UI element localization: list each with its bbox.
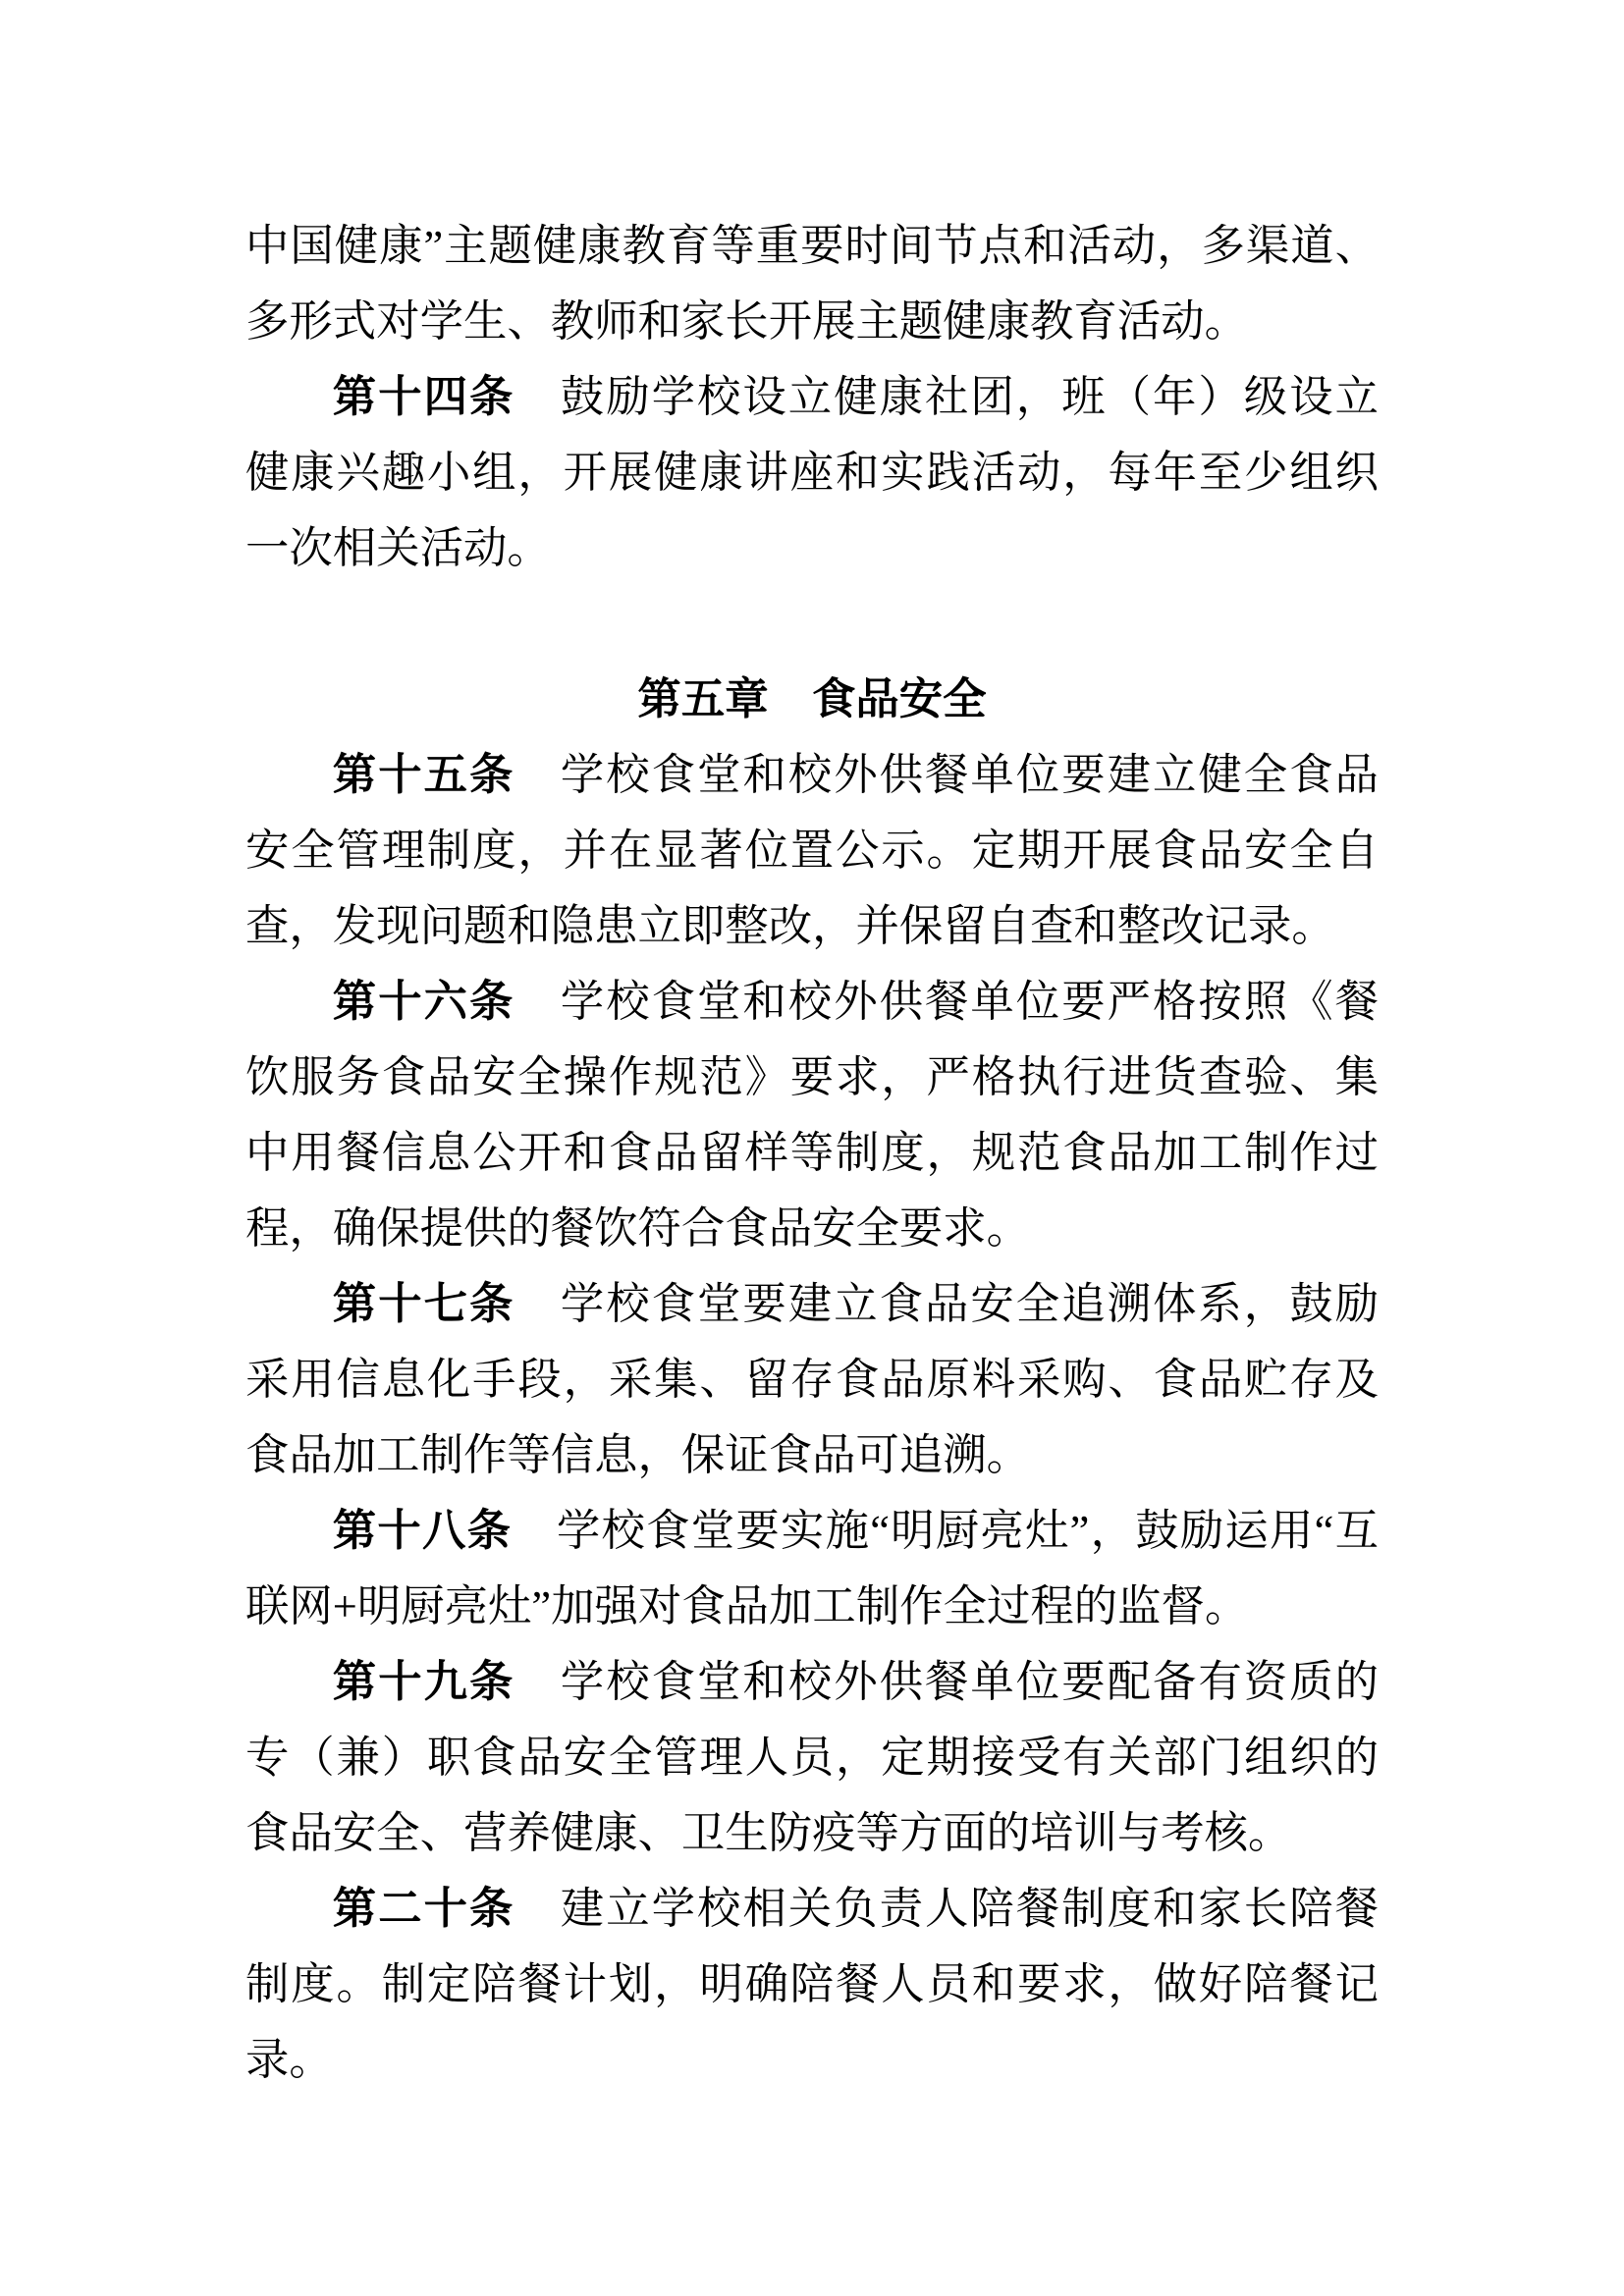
text-run: 鼓励学校设立健康社团，班（年）级设立健康兴趣小组，开展健康讲座和实践活动，每年至少组织一次相关活动。 <box>245 372 1379 572</box>
chapter-title: 第五章 食品安全 <box>637 675 987 723</box>
article-number: 第二十条 <box>332 1885 515 1933</box>
chapter-heading <box>245 662 1379 737</box>
article-number: 第十八条 <box>332 1507 513 1555</box>
paragraph <box>245 359 1379 586</box>
text-run: 学校食堂要实施“明厨亮灶”，鼓励运用“互联网+明厨亮灶”加强对食品加工制作全过程的监督。 <box>245 1506 1379 1630</box>
text-run: 学校食堂和校外供餐单位要严格按照《餐饮服务食品安全操作规范》要求，严格执行进货查验、集中用餐信息公开和食品留样等制度，规范食品加工制作过程，确保提供的餐饮符合食品安全要求。 <box>245 977 1379 1253</box>
text-run: 学校食堂和校外供餐单位要建立健全食品安全管理制度，并在显著位置公示。定期开展食品安全自查，发现问题和隐患立即整改，并保留自查和整改记录。 <box>245 750 1379 950</box>
paragraph <box>245 964 1379 1266</box>
article-number: 第十六条 <box>332 978 515 1026</box>
paragraph <box>245 1493 1379 1644</box>
paragraph <box>245 1644 1379 1871</box>
paragraph <box>245 737 1379 964</box>
article-number: 第十七条 <box>332 1280 515 1328</box>
article-number: 第十五条 <box>332 751 515 799</box>
text-run: 学校食堂要建立食品安全追溯体系，鼓励采用信息化手段，采集、留存食品原料采购、食品贮存及食品加工制作等信息，保证食品可追溯。 <box>245 1279 1379 1479</box>
paragraph <box>245 1871 1379 2098</box>
document-content <box>245 208 1379 2098</box>
paragraph <box>245 1266 1379 1493</box>
text-run: 学校食堂和校外供餐单位要配备有资质的专（兼）职食品安全管理人员，定期接受有关部门组织的食品安全、营养健康、卫生防疫等方面的培训与考核。 <box>245 1657 1379 1857</box>
text-run: 建立学校相关负责人陪餐制度和家长陪餐制度。制定陪餐计划，明确陪餐人员和要求，做好陪餐记录。 <box>245 1884 1379 2084</box>
article-number: 第十四条 <box>332 373 515 421</box>
text-run: 中国健康”主题健康教育等重要时间节点和活动，多渠道、多形式对学生、教师和家长开展主题健康教育活动。 <box>245 221 1379 346</box>
article-number: 第十九条 <box>332 1658 515 1706</box>
paragraph <box>245 208 1379 359</box>
